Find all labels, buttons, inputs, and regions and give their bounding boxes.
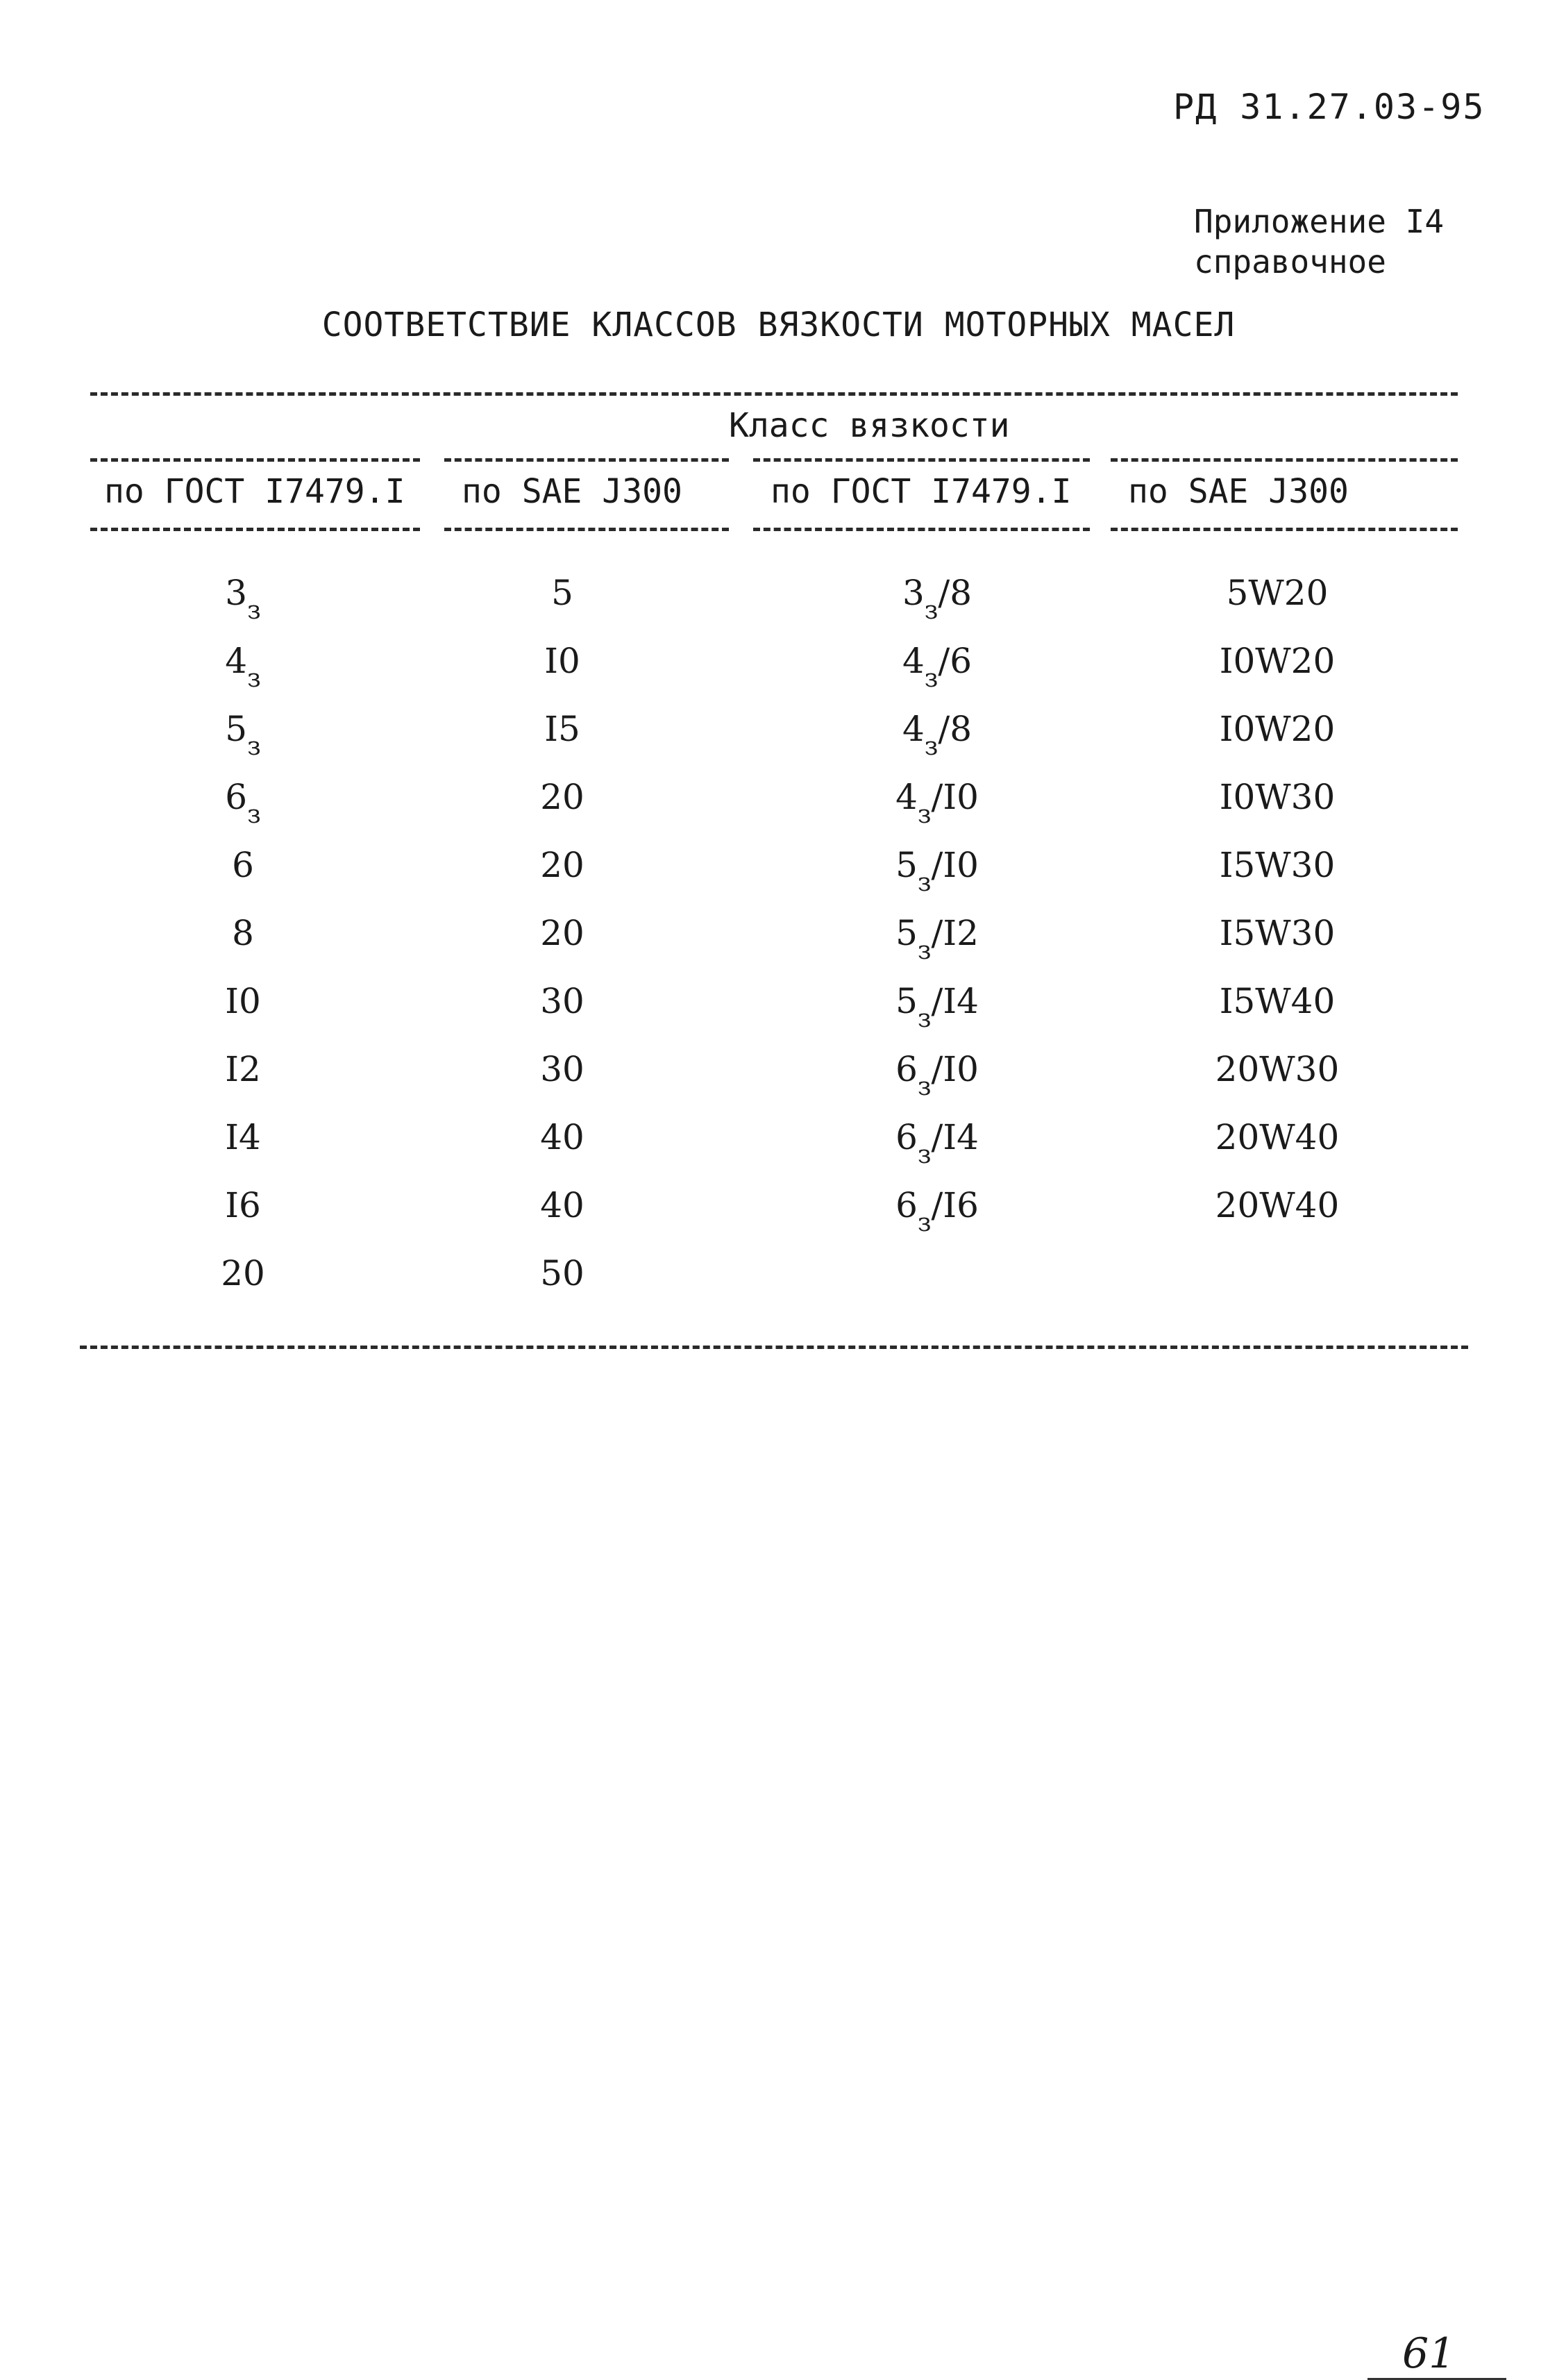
sae-multigrade-cell xyxy=(1152,777,1402,817)
sae-multigrade-cell xyxy=(1152,1185,1402,1225)
appendix-number: Приложение I4 xyxy=(1194,203,1445,240)
gost-multigrade-cell-sub: з xyxy=(924,732,939,761)
sae-class-cell xyxy=(437,1049,687,1089)
column-header-gost-1: по ГОСТ I7479.I xyxy=(104,472,405,511)
gost-class-cell-base: 5 xyxy=(225,709,248,749)
sae-multigrade-cell xyxy=(1152,709,1402,749)
sae-class-cell-c2: 20 xyxy=(540,845,584,885)
gost-class-cell-sub: з xyxy=(247,596,261,625)
gost-multigrade-cell-tail: /8 xyxy=(938,573,973,613)
col4-top-rule xyxy=(1111,458,1458,462)
gost-class-cell xyxy=(118,1049,368,1089)
gost-class-cell xyxy=(118,777,368,829)
gost-multigrade-cell-sub: з xyxy=(924,596,939,625)
table-top-rule xyxy=(90,392,1458,396)
sae-multigrade-cell-c4: 20W30 xyxy=(1215,1049,1340,1089)
page-number: 61 xyxy=(1402,2329,1456,2378)
gost-multigrade-cell-base: 6 xyxy=(895,1185,918,1225)
sae-multigrade-cell-c4: I0W30 xyxy=(1219,777,1336,817)
table-bottom-rule xyxy=(80,1346,1468,1349)
gost-class-cell-base: 6 xyxy=(225,777,248,817)
gost-multigrade-cell xyxy=(812,1117,1062,1169)
gost-multigrade-cell xyxy=(812,1185,1062,1237)
group-header: Класс вязкости xyxy=(729,406,1010,445)
gost-multigrade-cell-sub: з xyxy=(917,1209,932,1237)
appendix-type: справочное xyxy=(1194,243,1386,280)
gost-multigrade-cell-base: 6 xyxy=(895,1117,918,1157)
gost-multigrade-cell xyxy=(812,981,1062,1033)
sae-class-cell xyxy=(437,1253,687,1293)
sae-class-cell xyxy=(437,777,687,817)
column-header-gost-2: по ГОСТ I7479.I xyxy=(771,472,1072,511)
gost-class-cell-base: 4 xyxy=(225,641,248,681)
gost-multigrade-cell-tail: /I4 xyxy=(931,1117,979,1157)
gost-multigrade-cell-sub: з xyxy=(917,1141,932,1169)
gost-multigrade-cell-sub: з xyxy=(917,937,932,965)
gost-multigrade-cell-sub: з xyxy=(917,1073,932,1101)
gost-class-cell xyxy=(118,845,368,885)
gost-multigrade-cell xyxy=(812,709,1062,761)
gost-multigrade-cell-tail: /I6 xyxy=(931,1185,979,1225)
sae-multigrade-cell-c4: I0W20 xyxy=(1219,641,1336,681)
column-header-sae-1: по SAE J300 xyxy=(462,472,682,511)
gost-multigrade-cell xyxy=(812,777,1062,829)
col3-top-rule xyxy=(753,458,1090,462)
gost-multigrade-cell-tail: /I0 xyxy=(931,1049,979,1089)
gost-multigrade-cell-base: 4 xyxy=(902,709,925,749)
page-title: СООТВЕТСТВИЕ КЛАССОВ ВЯЗКОСТИ МОТОРНЫХ МАСЕЛ xyxy=(321,305,1236,344)
sae-class-cell xyxy=(437,573,687,613)
gost-class-cell xyxy=(118,641,368,693)
sae-class-cell-c2: I0 xyxy=(544,641,580,681)
gost-class-cell xyxy=(118,1117,368,1157)
gost-multigrade-cell-base: 4 xyxy=(902,641,925,681)
col3-header-rule xyxy=(753,528,1090,531)
col1-top-rule xyxy=(90,458,420,462)
sae-multigrade-cell xyxy=(1152,1117,1402,1157)
sae-multigrade-cell xyxy=(1152,641,1402,681)
gost-multigrade-cell-tail: /I2 xyxy=(931,913,979,953)
sae-multigrade-cell-c4: I5W30 xyxy=(1219,845,1336,885)
gost-class-cell-base: I6 xyxy=(225,1185,261,1225)
gost-multigrade-cell xyxy=(812,1049,1062,1101)
sae-multigrade-cell-c4: 5W20 xyxy=(1226,573,1329,613)
gost-multigrade-cell-sub: з xyxy=(917,869,932,897)
gost-multigrade-cell-tail: /I0 xyxy=(931,845,979,885)
gost-class-cell xyxy=(118,1253,368,1293)
gost-multigrade-cell-sub: з xyxy=(917,801,932,829)
gost-multigrade-cell-base: 5 xyxy=(895,845,918,885)
sae-multigrade-cell-c4: 20W40 xyxy=(1215,1185,1340,1225)
sae-class-cell xyxy=(437,641,687,681)
gost-class-cell-base: I0 xyxy=(225,981,261,1021)
sae-multigrade-cell-c4: 20W40 xyxy=(1215,1117,1340,1157)
gost-class-cell-base: 3 xyxy=(225,573,248,613)
sae-class-cell xyxy=(437,845,687,885)
sae-class-cell-c2: 5 xyxy=(551,573,573,613)
sae-multigrade-cell xyxy=(1152,1049,1402,1089)
gost-class-cell-base: I4 xyxy=(225,1117,261,1157)
gost-multigrade-cell-base: 6 xyxy=(895,1049,918,1089)
gost-class-cell xyxy=(118,981,368,1021)
sae-class-cell xyxy=(437,981,687,1021)
gost-class-cell xyxy=(118,1185,368,1225)
sae-class-cell xyxy=(437,1117,687,1157)
gost-multigrade-cell-base: 4 xyxy=(895,777,918,817)
sae-class-cell xyxy=(437,709,687,749)
sae-multigrade-cell xyxy=(1152,981,1402,1021)
appendix-label xyxy=(1194,201,1444,282)
gost-multigrade-cell-tail: /I0 xyxy=(931,777,979,817)
sae-class-cell xyxy=(437,1185,687,1225)
gost-class-cell-base: I2 xyxy=(225,1049,261,1089)
sae-class-cell-c2: 40 xyxy=(540,1117,584,1157)
sae-class-cell-c2: I5 xyxy=(544,709,580,749)
gost-multigrade-cell-base: 5 xyxy=(895,913,918,953)
sae-class-cell xyxy=(437,913,687,953)
gost-multigrade-cell xyxy=(812,573,1062,625)
sae-multigrade-cell xyxy=(1152,845,1402,885)
sae-class-cell-c2: 40 xyxy=(540,1185,584,1225)
gost-class-cell-sub: з xyxy=(247,801,261,829)
sae-multigrade-cell-c4: I5W30 xyxy=(1219,913,1336,953)
gost-multigrade-cell xyxy=(812,845,1062,897)
gost-multigrade-cell xyxy=(812,641,1062,693)
gost-multigrade-cell-sub: з xyxy=(917,1005,932,1033)
gost-class-cell-sub: з xyxy=(247,732,261,761)
sae-multigrade-cell xyxy=(1152,913,1402,953)
col4-header-rule xyxy=(1111,528,1458,531)
gost-multigrade-cell-sub: з xyxy=(924,664,939,693)
gost-multigrade-cell xyxy=(812,913,1062,965)
gost-class-cell xyxy=(118,573,368,625)
sae-class-cell-c2: 30 xyxy=(540,1049,584,1089)
gost-class-cell-base: 8 xyxy=(232,913,254,953)
gost-multigrade-cell-base: 3 xyxy=(902,573,925,613)
gost-class-cell-base: 20 xyxy=(221,1253,265,1293)
gost-class-cell-sub: з xyxy=(247,664,261,693)
gost-class-cell xyxy=(118,709,368,761)
col1-header-rule xyxy=(90,528,420,531)
col2-header-rule xyxy=(444,528,729,531)
gost-multigrade-cell-tail: /6 xyxy=(938,641,973,681)
gost-class-cell-base: 6 xyxy=(232,845,254,885)
gost-multigrade-cell-tail: /8 xyxy=(938,709,973,749)
gost-multigrade-cell-base: 5 xyxy=(895,981,918,1021)
sae-multigrade-cell-c4: I0W20 xyxy=(1219,709,1336,749)
sae-class-cell-c2: 20 xyxy=(540,913,584,953)
sae-class-cell-c2: 50 xyxy=(540,1253,584,1293)
column-header-sae-2: по SAE J300 xyxy=(1128,472,1349,511)
sae-multigrade-cell xyxy=(1152,573,1402,613)
gost-multigrade-cell-tail: /I4 xyxy=(931,981,979,1021)
gost-class-cell xyxy=(118,913,368,953)
sae-class-cell-c2: 30 xyxy=(540,981,584,1021)
col2-top-rule xyxy=(444,458,729,462)
sae-multigrade-cell-c4: I5W40 xyxy=(1219,981,1336,1021)
document-code: РД 31.27.03-95 xyxy=(1173,87,1486,127)
sae-class-cell-c2: 20 xyxy=(540,777,584,817)
